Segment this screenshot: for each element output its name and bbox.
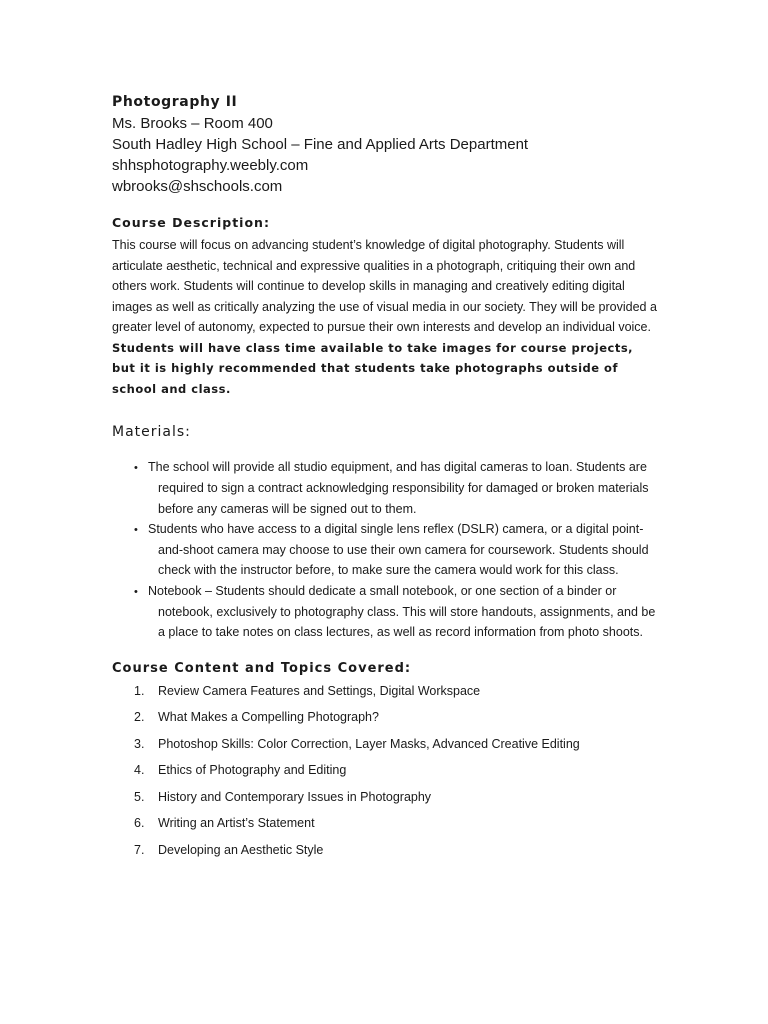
topic-text: History and Contemporary Issues in Photography — [158, 789, 432, 804]
topic-text: Ethics of Photography and Editing — [158, 763, 347, 778]
item-number: 3. — [134, 736, 145, 751]
course-description-heading: Course Description: — [112, 215, 270, 230]
list-item — [112, 681, 658, 708]
topic-text: Developing an Aesthetic Style — [158, 842, 324, 857]
bullet-icon: • — [134, 585, 138, 598]
school-department: South Hadley High School – Fine and Applied Arts Department — [112, 136, 529, 153]
item-number: 1. — [134, 683, 145, 698]
topic-text: Writing an Artist’s Statement — [158, 816, 315, 831]
website-text: shhsphotography.weebly.com — [112, 157, 309, 174]
teacher-room: Ms. Brooks – Room 400 — [112, 115, 273, 132]
description-bold-text: Students will have class time available to take images for course projects, but it is highly recommended that students take photographs outside of school and class. — [112, 340, 634, 396]
topic-text: What Makes a Compelling Photograph? — [158, 710, 379, 725]
materials-heading: Materials: — [112, 424, 191, 440]
list-item — [112, 787, 658, 814]
bullet-icon: • — [134, 462, 138, 474]
topics-heading: Course Content and Topics Covered: — [112, 660, 412, 676]
list-item — [112, 813, 658, 840]
topic-text: Photoshop Skills: Color Correction, Layer Masks, Advanced Creative Editing — [158, 736, 580, 751]
topics-list — [112, 681, 658, 867]
bullet-icon: • — [134, 523, 138, 536]
material-text: Notebook – Students should dedicate a small notebook, or one section of a binder or notebook, exclusively to photography class. This will store handouts, assignments, and be a place to take notes on class lectures, as well as record information from photo shoots. — [148, 583, 656, 640]
course-title: Photography II — [112, 94, 238, 110]
list-item — [112, 581, 658, 643]
material-text: The school will provide all studio equipment, and has digital cameras to loan. Students are required to sign a contract acknowledging responsibility for damaged or broken materials before any cameras will be signed out to them. — [148, 460, 649, 516]
material-text: Students who have access to a digital single lens reflex (DSLR) camera, or a digital point-and-shoot camera may choose to use their own camera for coursework. Students should check with the instructor before, to make sure the camera would work for this class. — [148, 521, 649, 578]
description-text: This course will focus on advancing student’s knowledge of digital photography. Students will articulate aesthetic, technical and expressive qualities in a photograph, critiquing their own and others work. Students will continue to develop skills in managing and creatively editing digital images as well as critically analyzing the use of visual media in our society. They will be provided a greater level of autonomy, expected to pursue their own interests and develop an individual voice. — [112, 238, 657, 334]
list-item — [112, 707, 658, 734]
list-item — [112, 734, 658, 761]
course-description-body — [112, 235, 658, 399]
item-number: 7. — [134, 842, 145, 857]
email-text: wbrooks@shschools.com — [112, 178, 283, 195]
list-item — [112, 457, 658, 519]
item-number: 4. — [134, 763, 145, 778]
item-number: 6. — [134, 816, 145, 831]
topic-text: Review Camera Features and Settings, Digital Workspace — [158, 683, 481, 698]
list-item — [112, 519, 658, 581]
item-number: 2. — [134, 710, 145, 725]
item-number: 5. — [134, 789, 145, 804]
list-item — [112, 760, 658, 787]
materials-list — [112, 457, 658, 643]
list-item — [112, 840, 658, 867]
syllabus-page — [112, 92, 658, 866]
